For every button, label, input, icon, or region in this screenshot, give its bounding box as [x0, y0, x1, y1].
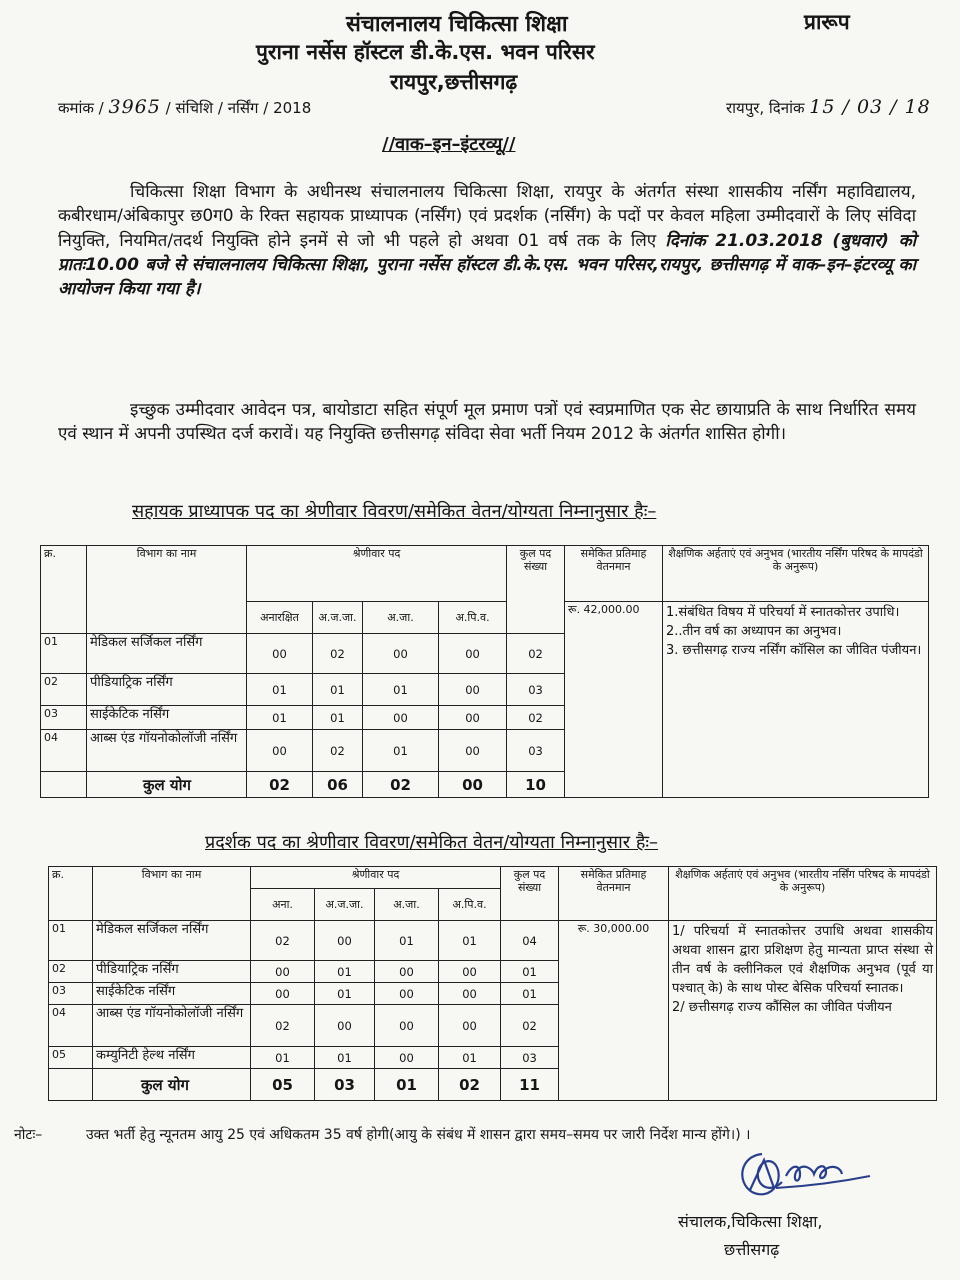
row-val: 01	[247, 706, 313, 730]
row-val: 01	[313, 674, 363, 706]
total-val: 05	[251, 1069, 315, 1101]
row-val: 01	[251, 1047, 315, 1069]
row-val: 01	[439, 1047, 501, 1069]
date-prefix: रायपुर, दिनांक	[726, 99, 805, 117]
header-category: श्रेणीवार पद	[247, 546, 507, 602]
note-label: नोटः–	[14, 1127, 43, 1143]
row-val: 00	[439, 983, 501, 1005]
row-val: 00	[247, 634, 313, 674]
qualification-1: 1.संबंधित विषय में परिचर्या में स्नातकोत्तर उपाधि।	[666, 605, 900, 620]
header-total: कुल पद संख्या	[507, 546, 565, 634]
paragraph-2-text: इच्छुक उम्मीदवार आवेदन पत्र, बायोडाटा सहित संपूर्ण मूल प्रमाण पत्रों एवं स्वप्रमाणित एक सेट छायाप्रति के साथ निर्धारित समय एवं स्थान में अपनी उपस्थित दर्ज करावें। यह नियुक्ति छत्तीसगढ़ संविदा सेवा भर्ती नियम 2012 के अंतर्गत शासित होगी।	[58, 400, 916, 445]
row-total: 03	[507, 674, 565, 706]
header-sno: क्र.	[41, 546, 87, 634]
row-val: 00	[251, 961, 315, 983]
row-sno: 01	[49, 921, 93, 961]
reference-prefix: कमांक /	[58, 99, 104, 117]
row-total: 02	[507, 706, 565, 730]
document-title	[382, 132, 516, 156]
row-dept: आब्स एंड गॉयनोकोलॉजी नर्सिंग	[87, 730, 247, 772]
total-grand: 10	[507, 772, 565, 798]
row-total: 02	[507, 634, 565, 674]
row-val: 00	[439, 634, 507, 674]
row-dept: मेडिकल सर्जिकल नर्सिंग	[93, 921, 251, 961]
reference-date	[726, 96, 931, 118]
header-cat-sc: अ.जा.	[375, 889, 439, 921]
header-cat-unreserved: अनारक्षित	[247, 602, 313, 634]
table-row	[49, 921, 937, 961]
row-dept: साईकेटिक नर्सिंग	[93, 983, 251, 1005]
salary-value: रू. 30,000.00	[559, 921, 669, 1101]
row-dept: मेडिकल सर्जिकल नर्सिंग	[87, 634, 247, 674]
row-total: 01	[501, 983, 559, 1005]
row-dept: आब्स एंड गॉयनोकोलॉजी नर्सिंग	[93, 1005, 251, 1047]
header-dept: विभाग का नाम	[87, 546, 247, 634]
total-val: 06	[313, 772, 363, 798]
row-val: 01	[363, 674, 439, 706]
header-salary: समेकित प्रतिमाह वेतनमान	[559, 867, 669, 921]
row-val: 00	[375, 961, 439, 983]
total-val: 02	[439, 1069, 501, 1101]
row-total: 01	[501, 961, 559, 983]
paragraph-1-text: चिकित्सा शिक्षा विभाग के अधीनस्थ संचालनालय चिकित्सा शिक्षा, रायपुर के अंतर्गत संस्था शासकीय नर्सिंग महाविद्यालय, कबीरधाम/अंबिकापुर छ0ग0 के रिक्त सहायक प्राध्यापक (नर्सिंग) एवं प्रदर्शक (नर्सिंग) के पदों पर केवल महिला उम्मीदवारों के लिए संविदा नियुक्ति, नियमित/तदर्थ नियुक्ति होने इनमें से जो भी पहले हो अथवा 01 वर्ष तक के लिए	[58, 182, 916, 251]
row-total: 03	[501, 1047, 559, 1069]
header-sno: क्र.	[49, 867, 93, 921]
header-office-name: संचालनालय चिकित्सा शिक्षा	[346, 12, 568, 37]
qualification-2: 2..तीन वर्ष का अध्यापन का अनुभव।	[666, 624, 842, 639]
row-total: 02	[501, 1005, 559, 1047]
table-1-heading: सहायक प्राध्यापक पद का श्रेणीवार विवरण/समेकित वेतन/योग्यता निम्नानुसार हैः–	[132, 501, 657, 522]
header-cat-st: अ.ज.जा.	[313, 602, 363, 634]
row-val: 00	[439, 1005, 501, 1047]
draft-label: प्रारूप	[804, 10, 850, 34]
header-qualification: शैक्षणिक अर्हताएं एवं अनुभव (भारतीय नर्सिंग परिषद के मापदंडो के अनुरूप)	[663, 546, 929, 602]
row-val: 00	[439, 674, 507, 706]
row-val: 00	[315, 1005, 375, 1047]
row-sno: 04	[41, 730, 87, 772]
signature-mark	[730, 1142, 880, 1214]
qualification-cell	[669, 921, 937, 1101]
table-2-heading: प्रदर्शक पद का श्रेणीवार विवरण/समेकित वेतन/योग्यता निम्नानुसार हैः–	[205, 832, 659, 853]
header-cat-unreserved: अना.	[251, 889, 315, 921]
signatory-title: संचालक,चिकित्सा शिक्षा,	[678, 1212, 823, 1231]
header-cat-obc: अ.पि.व.	[439, 889, 501, 921]
row-val: 00	[439, 706, 507, 730]
row-val: 02	[313, 634, 363, 674]
row-dept: कम्युनिटी हेल्थ नर्सिंग	[93, 1047, 251, 1069]
row-val: 02	[313, 730, 363, 772]
row-val: 00	[251, 983, 315, 1005]
row-val: 00	[439, 730, 507, 772]
header-city: रायपुर,छत्तीसगढ़	[390, 70, 518, 94]
header-category: श्रेणीवार पद	[251, 867, 501, 889]
row-sno: 02	[41, 674, 87, 706]
row-val: 00	[363, 634, 439, 674]
total-val: 03	[315, 1069, 375, 1101]
row-val: 01	[439, 921, 501, 961]
row-val: 01	[375, 921, 439, 961]
qualification-1: 1/ परिचर्या में स्नातकोत्तर उपाधि अथवा शासकीय अथवा शासन द्वारा प्रशिक्षण हेतु मान्यता प्राप्त संस्था से तीन वर्ष के क्लीनिकल एवं शैक्षणिक अनुभव (पूर्व या पश्चात् के) के साथ पोस्ट बेसिक परिचर्या स्नातक।	[672, 924, 934, 996]
header-cat-obc: अ.पि.व.	[439, 602, 507, 634]
row-sno: 04	[49, 1005, 93, 1047]
total-val: 00	[439, 772, 507, 798]
total-label: कुल योग	[93, 1069, 251, 1101]
row-val: 02	[251, 921, 315, 961]
row-sno: 03	[41, 706, 87, 730]
header-address: पुराना नर्सेस हॉस्टल डी.के.एस. भवन परिसर	[256, 40, 595, 64]
row-total: 03	[507, 730, 565, 772]
qualification-3: 3. छत्तीसगढ़ राज्य नर्सिंग कॉसिल का जीवित पंजीयन।	[666, 643, 922, 658]
header-cat-sc: अ.जा.	[363, 602, 439, 634]
row-val: 00	[247, 730, 313, 772]
note-text: उक्त भर्ती हेतु न्यूनतम आयु 25 एवं अधिकतम 35 वर्ष होगी(आयु के संबंध में शासन द्वारा समय–समय पर जारी निर्देश मान्य होंगे।) ।	[86, 1127, 751, 1143]
reference-suffix: / संचिशि / नर्सिंग / 2018	[165, 99, 312, 117]
header-qualification: शैक्षणिक अर्हताएं एवं अनुभव (भारतीय नर्सिंग परिषद के मापदंडो के अनुरूप)	[669, 867, 937, 921]
row-sno: 01	[41, 634, 87, 674]
header-cat-st: अ.ज.जा.	[315, 889, 375, 921]
total-val: 02	[247, 772, 313, 798]
row-val: 01	[247, 674, 313, 706]
row-val: 00	[315, 921, 375, 961]
row-val: 00	[375, 1047, 439, 1069]
assistant-professor-table	[40, 545, 929, 798]
qualification-2: 2/ छत्तीसगढ़ राज्य कौंसिल का जीवित पंजीयन	[672, 1000, 892, 1015]
row-val: 01	[315, 983, 375, 1005]
qualification-cell	[663, 602, 929, 798]
signatory-state: छत्तीसगढ़	[724, 1240, 780, 1259]
header-salary: समेकित प्रतिमाह वेतनमान	[565, 546, 663, 602]
row-val: 00	[375, 983, 439, 1005]
salary-value: रू. 42,000.00	[565, 602, 663, 798]
handwritten-date: 15 / 03 / 18	[809, 96, 931, 118]
total-val: 02	[363, 772, 439, 798]
row-sno: 03	[49, 983, 93, 1005]
header-dept: विभाग का नाम	[93, 867, 251, 921]
row-total: 04	[501, 921, 559, 961]
demonstrator-table	[48, 866, 937, 1101]
header-total: कुल पद संख्या	[501, 867, 559, 921]
row-dept: पीडियाट्रिक नर्सिंग	[93, 961, 251, 983]
row-val: 00	[375, 1005, 439, 1047]
row-val: 01	[315, 1047, 375, 1069]
walk-in-interview-title: //वाक–इन–इंटरव्यू//	[382, 134, 516, 155]
reference-handwritten-number: 3965	[108, 96, 161, 118]
paragraph-announcement	[58, 180, 916, 301]
row-val: 00	[439, 961, 501, 983]
row-dept: साईकेटिक नर्सिंग	[87, 706, 247, 730]
row-sno: 02	[49, 961, 93, 983]
reference-number	[58, 96, 311, 118]
row-val: 01	[363, 730, 439, 772]
row-val: 00	[363, 706, 439, 730]
row-val: 01	[315, 961, 375, 983]
total-val: 01	[375, 1069, 439, 1101]
total-label: कुल योग	[87, 772, 247, 798]
row-val: 01	[313, 706, 363, 730]
row-dept: पीडियाट्रिक नर्सिंग	[87, 674, 247, 706]
total-grand: 11	[501, 1069, 559, 1101]
row-sno: 05	[49, 1047, 93, 1069]
paragraph-1-bold: दिनांक 21.03.2018 (बुधवार) को प्रातः10.00 बजे से संचालनालय चिकित्सा शिक्षा, पुराना नर्सेस हॉस्टल डी.के.एस. भवन परिसर,रायपुर, छत्तीसगढ़ में वाक–इन–इंटरव्यू का आयोजन किया गया है।	[58, 230, 917, 300]
paragraph-instructions	[58, 398, 916, 447]
row-val: 02	[251, 1005, 315, 1047]
